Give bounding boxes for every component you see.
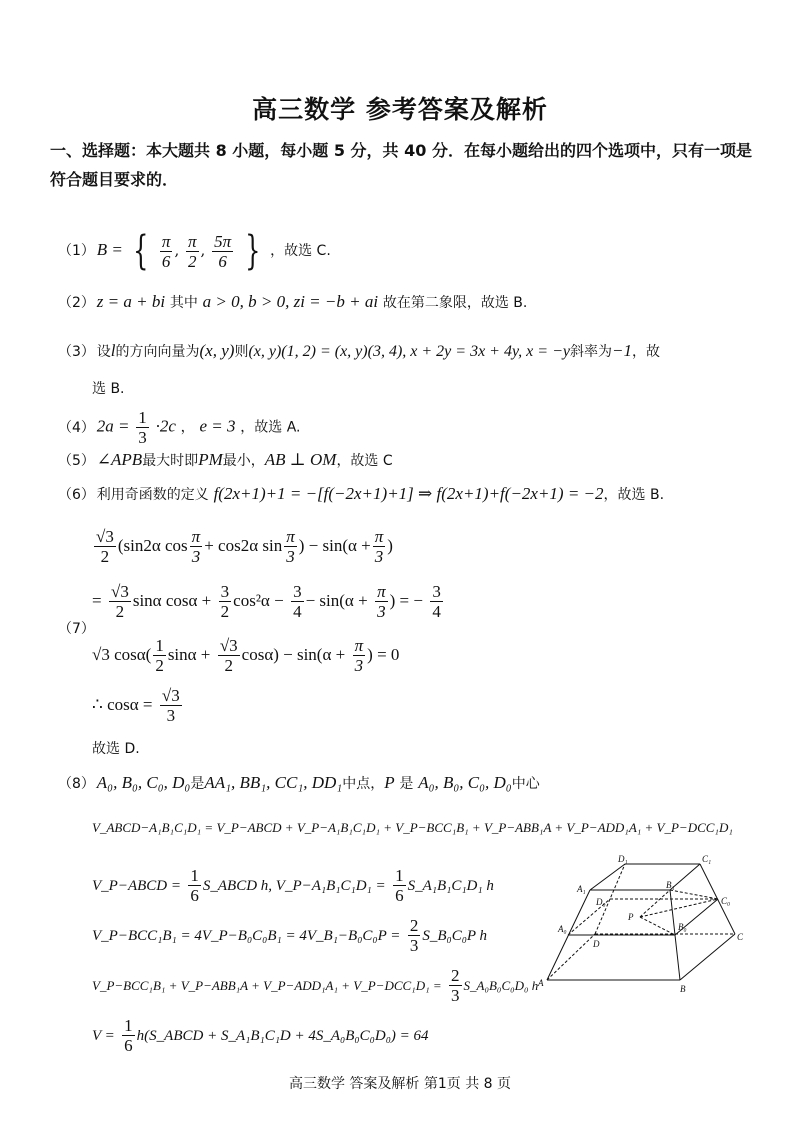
label-B: B [680, 984, 686, 994]
fraction: $\frac{1}{6}$ [190, 866, 199, 905]
answer-3 [58, 341, 660, 361]
math-expression: h(S_ABCD + S_A₁B₁C₁D + 4S_A₀B₀C₀D₀) = 64 [136, 1028, 429, 1044]
fraction: $\frac{1}{3}$ [138, 408, 147, 447]
fraction: $\frac{3}{4}$ [432, 582, 441, 621]
answer-8-eq-3 [92, 916, 487, 955]
set-lhs: B = [96, 240, 123, 259]
math-expression: S_A₀B₀C₀D₀ h [463, 978, 539, 993]
fraction: $\frac{3}{2}$ [220, 582, 230, 621]
answer-4 [58, 408, 300, 447]
text: 最小， [222, 453, 265, 469]
fraction: $\frac{1}{6}$ [395, 866, 404, 905]
fraction: $\frac{\pi}{3}$ [354, 636, 364, 675]
text: 中点， [342, 776, 385, 792]
text: 其中 [169, 295, 198, 311]
fraction: $\frac{√3}{2}$ [96, 527, 114, 566]
fraction: $\frac{\pi}{6}$ [161, 231, 171, 271]
label-D: D [593, 939, 600, 949]
math-expression: S_A₁B₁C₁D₁ h [407, 878, 494, 894]
frustum-diagram [530, 852, 755, 997]
text: 利用奇函数的定义 [96, 487, 209, 503]
fraction: $\frac{2}{3}$ [409, 916, 419, 955]
math-expression: cosα) − sin(α + [241, 645, 346, 664]
section-heading: 一、选择题：本大题共 8 小题，每小题 5 分，共 40 分．在每小题给出的四个选项中，只有一项是符合题目要求的． [50, 141, 752, 189]
math-expression: l [110, 341, 116, 360]
segment-PC0 [640, 899, 718, 917]
item-number: （2） [58, 295, 95, 311]
answer-7-line-3 [92, 636, 399, 675]
math-expression: ∴ cosα = [92, 695, 153, 714]
text: 是 [399, 776, 414, 792]
math-expression: S_ABCD h, V_P−A₁B₁C₁D₁ = [202, 878, 386, 894]
fraction: $\frac{1}{6}$ [124, 1016, 133, 1055]
answer-7-line-2 [92, 582, 445, 621]
answer-5 [58, 450, 393, 470]
fraction: $\frac{\pi}{3}$ [191, 527, 201, 566]
answer-text: ，故选 C [336, 453, 393, 469]
fraction: $\frac{2}{3}$ [451, 966, 460, 1005]
math-expression: − sin(α + [305, 591, 368, 610]
math-expression: ∠APB [96, 450, 143, 469]
math-expression: e = 3 [199, 416, 236, 436]
answer-8-eq-5 [92, 1016, 429, 1055]
answer-7-line-1 [92, 527, 393, 566]
label-C0: C₀ [721, 896, 731, 906]
fraction: $\frac{3}{4}$ [293, 582, 302, 621]
math-expression: a > 0, b > 0, zi = −b + ai [202, 292, 379, 311]
answer-text: ，故选 B. [603, 487, 665, 503]
math-expression: ) − sin(α + [298, 536, 371, 555]
answer-text: 故在第二象限，故选 B. [382, 295, 528, 311]
edge-BC [680, 934, 735, 980]
math-expression: + cos2α sin [204, 536, 283, 555]
math-expression: z = a + bi [96, 292, 166, 311]
answer-7-line-4 [92, 686, 184, 725]
left-brace-icon: { [132, 228, 149, 274]
answer-1: （1） B = { $\frac{\pi}{6}$ , $\frac{\pi}{2}$ , $\frac{5\pi}{6}$ } ，故选 C. [58, 228, 331, 274]
page-title: 高三数学 参考答案及解析 [252, 95, 548, 124]
text: 设 [96, 344, 111, 360]
math-expression: PM [198, 450, 223, 469]
label-B0: B₀ [678, 922, 687, 932]
math-expression: AB ⊥ OM [264, 450, 337, 469]
label-B1: B₁ [666, 880, 675, 890]
math-expression: A₀, B₀, C₀, D₀ [96, 773, 191, 792]
fraction: $\frac{5\pi}{6}$ [214, 231, 232, 271]
math-expression: = [92, 591, 102, 610]
segment-PB1 [640, 890, 670, 917]
item-number: （6） [58, 487, 95, 503]
math-expression: √3 cosα( [92, 645, 152, 664]
math-expression: ) [387, 536, 393, 555]
text: 是 [190, 776, 205, 792]
segment-B1C0 [670, 890, 718, 899]
label-A0: A₀ [558, 924, 567, 934]
answer-2 [58, 292, 527, 312]
edge-AD [547, 934, 595, 980]
math-expression: A₀, B₀, C₀, D₀ [418, 773, 512, 792]
math-expression: cos²α − [233, 591, 284, 610]
fraction: $\frac{1}{2}$ [155, 636, 164, 675]
fraction: $\frac{√3}{2}$ [111, 582, 129, 621]
math-expression: V_P−BCC₁B₁ + V_P−ABB₁A + V_P−ADD₁A₁ + V_P−DCC₁D₁ = [92, 978, 442, 993]
answer-7-conclusion: 故选 D. [92, 741, 140, 757]
label-A: A [538, 978, 544, 988]
math-expression: sinα cosα + [132, 591, 212, 610]
label-P: P [628, 912, 634, 922]
fraction: $\frac{\pi}{2}$ [187, 231, 197, 271]
fraction: $\frac{\pi}{3}$ [377, 582, 386, 621]
answer-text: ，故选 A. [240, 419, 301, 436]
label-C1: C₁ [702, 854, 712, 864]
answer-3-continuation: 选 B. [92, 381, 125, 397]
page-footer: 高三数学 答案及解析 第1页 共 8 页 [288, 1076, 512, 1092]
math-expression: S_B₀C₀P h [422, 928, 488, 944]
answer-8 [58, 773, 540, 793]
answer-8-eq-1: V_ABCD−A₁B₁C₁D₁ = V_P−ABCD + V_P−A₁B₁C₁D₁ + V_P−BCC₁B₁ + V_P−ABB₁A + V_P−ADD₁A₁ + V_P−DCC₁D₁ [92, 820, 733, 835]
answer-8-eq-2 [92, 866, 494, 905]
math-expression: ) = 0 [367, 645, 400, 664]
fraction: $\frac{√3}{3}$ [161, 686, 180, 725]
math-expression: 2a = [96, 416, 130, 436]
item-number: （4） [58, 419, 95, 436]
math-expression: V_P−ABCD = [92, 878, 181, 894]
answer-6 [58, 484, 664, 504]
math-expression: P [384, 773, 395, 792]
text: 则 [234, 344, 249, 360]
fraction: $\frac{\pi}{3}$ [374, 527, 384, 566]
item-number: （7） [58, 621, 95, 637]
text: 斜率为 [569, 344, 612, 360]
label-D1: D₁ [618, 854, 628, 864]
text: 的方向向量为 [115, 344, 200, 360]
math-expression: (x, y)(1, 2) = (x, y)(3, 4), x + 2y = 3x + 4y, x = −y [248, 343, 570, 360]
math-expression: sinα + [167, 645, 211, 664]
answer-8-eq-4 [92, 966, 538, 1005]
fraction: $\frac{\pi}{3}$ [286, 527, 295, 566]
label-D0: D₀ [596, 897, 606, 907]
math-expression: AA₁, BB₁, CC₁, DD₁ [204, 773, 343, 792]
math-expression: V_P−BCC₁B₁ = 4V_P−B₀C₀B₁ = 4V_B₁−B₀C₀P = [92, 928, 401, 944]
answer-7-number [58, 618, 95, 638]
math-expression: ·2c [155, 416, 176, 436]
fraction: $\frac{√3}{2}$ [219, 636, 238, 675]
text: 中心 [511, 776, 540, 792]
math-expression: (x, y) [199, 341, 235, 360]
math-expression: ) = − [389, 591, 423, 610]
label-C: C [737, 932, 744, 942]
answer-text: ，故选 C. [270, 243, 331, 259]
item-number: （8） [58, 776, 95, 792]
math-expression: (sin2α cos [117, 536, 188, 555]
math-expression: f(2x+1)+1 = −[f(−2x+1)+1] ⇒ f(2x+1)+f(−2x+1) = −2 [213, 484, 604, 503]
item-number: （5） [58, 453, 95, 469]
label-A1: A₁ [577, 884, 586, 894]
text: ， [180, 419, 195, 436]
item-number: （1） [58, 243, 95, 259]
item-number: （3） [58, 344, 95, 360]
math-expression: −1 [611, 341, 632, 360]
segment-PB0 [640, 917, 675, 935]
right-brace-icon: } [244, 228, 261, 274]
text: 最大时即 [142, 453, 199, 469]
text: ，故 [631, 344, 660, 360]
math-expression: V = [92, 1028, 115, 1044]
